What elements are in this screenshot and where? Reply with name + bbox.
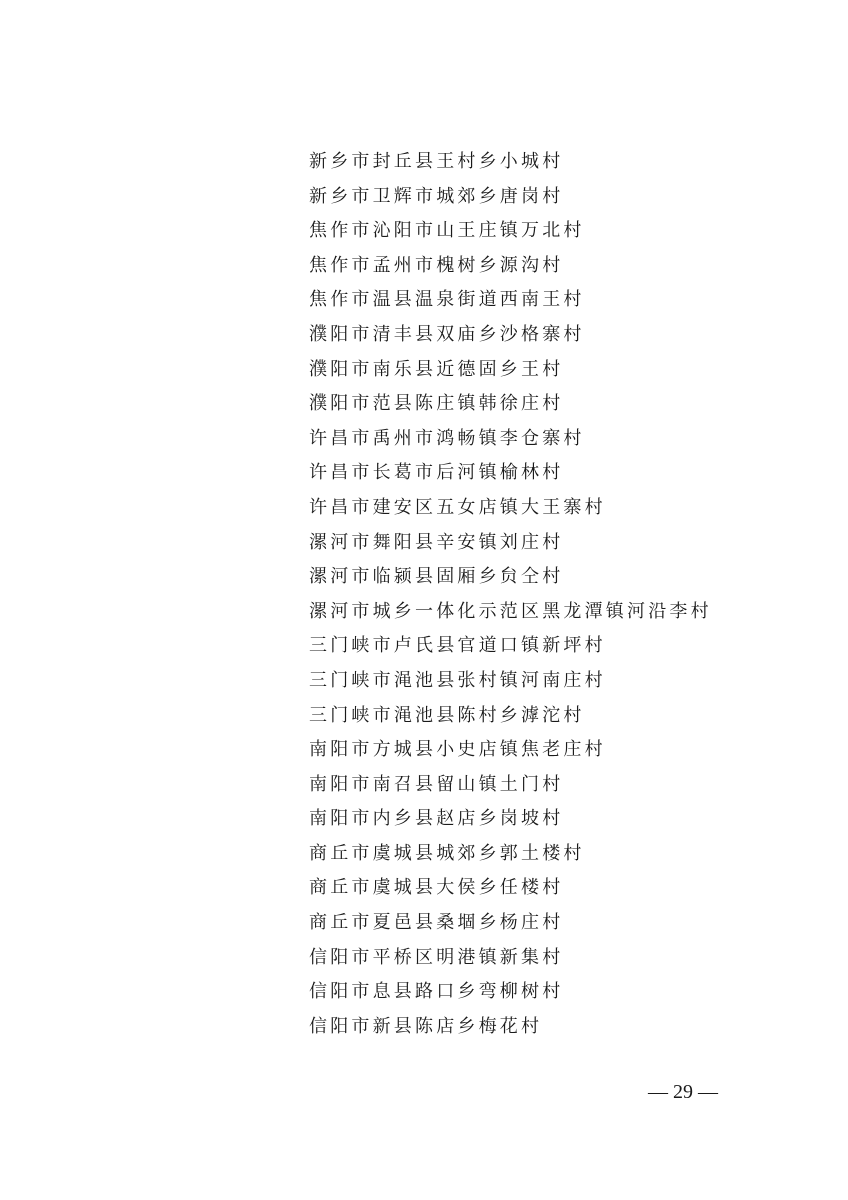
list-item: 南阳市内乡县赵店乡岗坡村 (309, 808, 564, 830)
list-item: 漯河市临颍县固厢乡贠仝村 (309, 566, 564, 588)
list-item: 南阳市南召县留山镇土门村 (309, 773, 564, 795)
list-item: 濮阳市范县陈庄镇韩徐庄村 (309, 393, 564, 415)
page-number: — 29 — (648, 1081, 718, 1103)
list-item: 焦作市沁阳市山王庄镇万北村 (309, 220, 585, 242)
list-item: 焦作市温县温泉街道西南王村 (309, 289, 585, 311)
list-item: 南阳市方城县小史店镇焦老庄村 (309, 739, 606, 761)
list-item: 三门峡市渑池县张村镇河南庄村 (309, 669, 606, 691)
list-item: 信阳市新县陈店乡梅花村 (309, 1015, 543, 1037)
list-item: 三门峡市卢氏县官道口镇新坪村 (309, 635, 606, 657)
list-item: 漯河市城乡一体化示范区黑龙潭镇河沿李村 (309, 600, 712, 622)
list-item: 许昌市长葛市后河镇榆林村 (309, 462, 564, 484)
list-item: 漯河市舞阳县辛安镇刘庄村 (309, 531, 564, 553)
list-item: 新乡市封丘县王村乡小城村 (309, 151, 564, 172)
list-item: 焦作市孟州市槐树乡源沟村 (309, 254, 564, 276)
list-item: 信阳市平桥区明港镇新集村 (309, 946, 564, 968)
list-item: 濮阳市南乐县近德固乡王村 (309, 358, 564, 380)
list-item: 商丘市虞城县城郊乡郭土楼村 (309, 842, 585, 864)
list-item: 濮阳市清丰县双庙乡沙格寨村 (309, 323, 585, 345)
list-item: 信阳市息县路口乡弯柳树村 (309, 981, 564, 1003)
list-item: 商丘市虞城县大侯乡任楼村 (309, 877, 564, 899)
list-item: 许昌市禹州市鸿畅镇李仓寨村 (309, 427, 585, 449)
list-item: 新乡市卫辉市城郊乡唐岗村 (309, 185, 564, 207)
list-item: 商丘市夏邑县桑堌乡杨庄村 (309, 912, 564, 934)
list-item: 三门峡市渑池县陈村乡滹沱村 (309, 704, 585, 726)
village-list (309, 145, 712, 1044)
list-item: 许昌市建安区五女店镇大王寨村 (309, 496, 606, 518)
